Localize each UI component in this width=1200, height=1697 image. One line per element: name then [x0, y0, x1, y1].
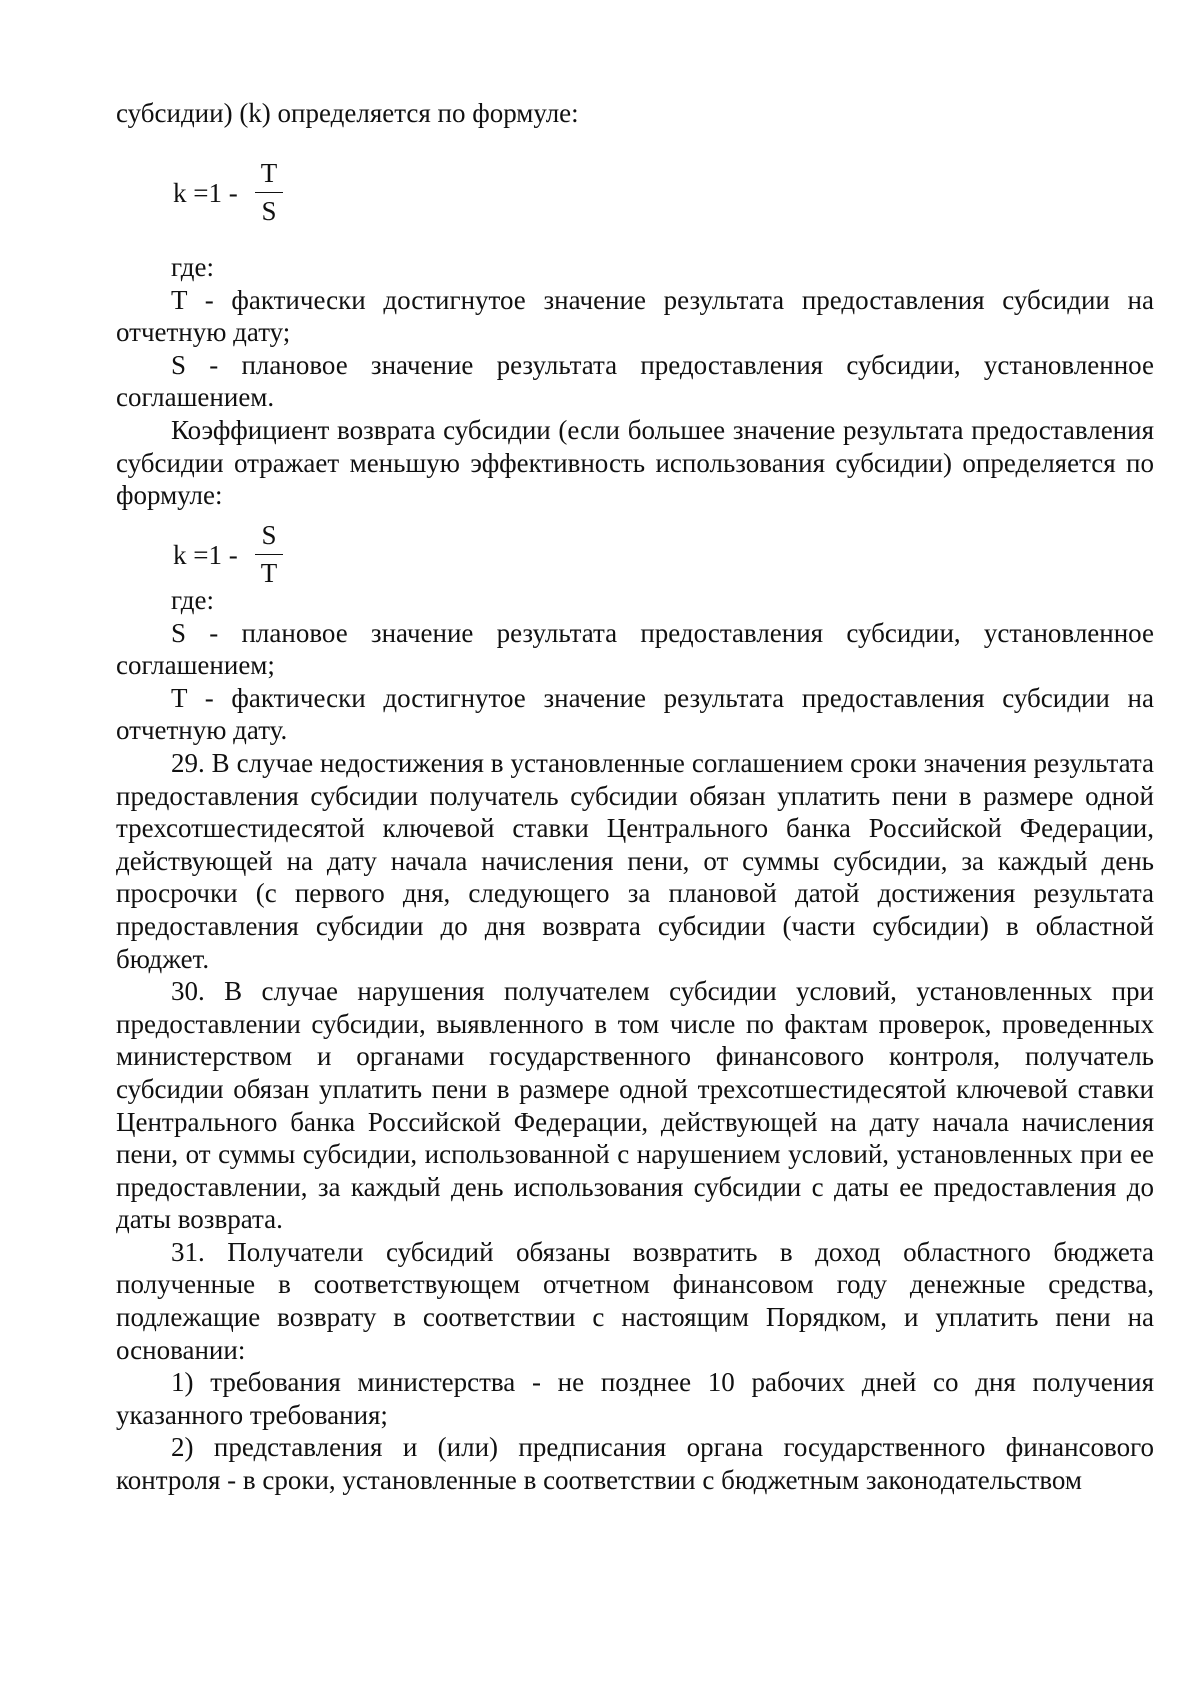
- paragraph: S - плановое значение результата предоставления субсидии, установленное соглашением;: [116, 617, 1154, 681]
- formula-lhs: k =1 -: [173, 178, 238, 208]
- paragraph: субсидии) (k) определяется по формуле:: [116, 98, 579, 128]
- paragraph: S - плановое значение результата предоставления субсидии, установленное соглашением.: [116, 349, 1154, 413]
- formula-lhs: k =1 -: [173, 540, 238, 570]
- paragraph: Коэффициент возврата субсидии (если большее значение результата предоставления субсидии отражает меньшую эффективность использования субсидии) определяется по формуле:: [116, 414, 1154, 511]
- paragraph-where: где:: [171, 585, 214, 615]
- paragraph-subitem-2: 2) представления и (или) предписания органа государственного финансового контроля - в сроки, установленные в соответствии с бюджетным законодательством: [116, 1432, 1154, 1496]
- fraction-bar: [255, 192, 283, 193]
- paragraph: T - фактически достигнутое значение результата предоставления субсидии на отчетную дату.: [116, 682, 1154, 746]
- formula-fraction: [255, 520, 283, 589]
- formula-numerator: S: [261, 520, 277, 550]
- formula-denominator: T: [260, 558, 278, 588]
- fraction-bar: [255, 554, 283, 555]
- formula-fraction: [255, 158, 283, 227]
- paragraph-subitem-1: 1) требования министерства - не позднее 10 рабочих дней со дня получения указанного требования;: [116, 1367, 1154, 1430]
- text-block-bottom: [116, 584, 1154, 1497]
- text-block-middle: [116, 251, 1154, 512]
- paragraph-item-29: 29. В случае недостижения в установленные соглашением сроки значения результата предоставления субсидии получатель субсидии обязан уплатить пени в размере одной трехсотшестидесятой ключевой ставки Центрального банка Российской Федерации, действующей на дату начала начисления пени, от суммы субсидии, за каждый день просрочки (с первого дня, следующего за плановой датой достижения результата предоставления субсидии до дня возврата субсидии (части субсидии) в областной бюджет.: [116, 747, 1154, 974]
- formula-denominator: S: [261, 196, 277, 226]
- paragraph-item-30: 30. В случае нарушения получателем субсидии условий, установленных при предоставлении субсидии, выявленного в том числе по фактам проверок, проведенных министерством и органами государственного финансового контроля, получатель субсидии обязан уплатить пени в размере одной трехсотшестидесятой ключевой ставки Центрального банка Российской Федерации, действующей на дату начала начисления пени, от суммы субсидии, использованной с нарушением условий, установленных при ее предоставлении, за каждый день использования субсидии с даты ее предоставления до даты возврата.: [116, 976, 1154, 1235]
- formula-numerator: T: [260, 158, 278, 188]
- paragraph: T - фактически достигнутое значение результата предоставления субсидии на отчетную дату;: [116, 284, 1154, 348]
- text-block-top: [116, 97, 1154, 130]
- paragraph-item-31: 31. Получатели субсидий обязаны возвратить в доход областного бюджета полученные в соответствующем отчетном финансовом году денежные средства, подлежащие возврату в соответствии с настоящим Порядком, и уплатить пени на основании:: [116, 1236, 1154, 1365]
- paragraph-where: где:: [171, 252, 214, 282]
